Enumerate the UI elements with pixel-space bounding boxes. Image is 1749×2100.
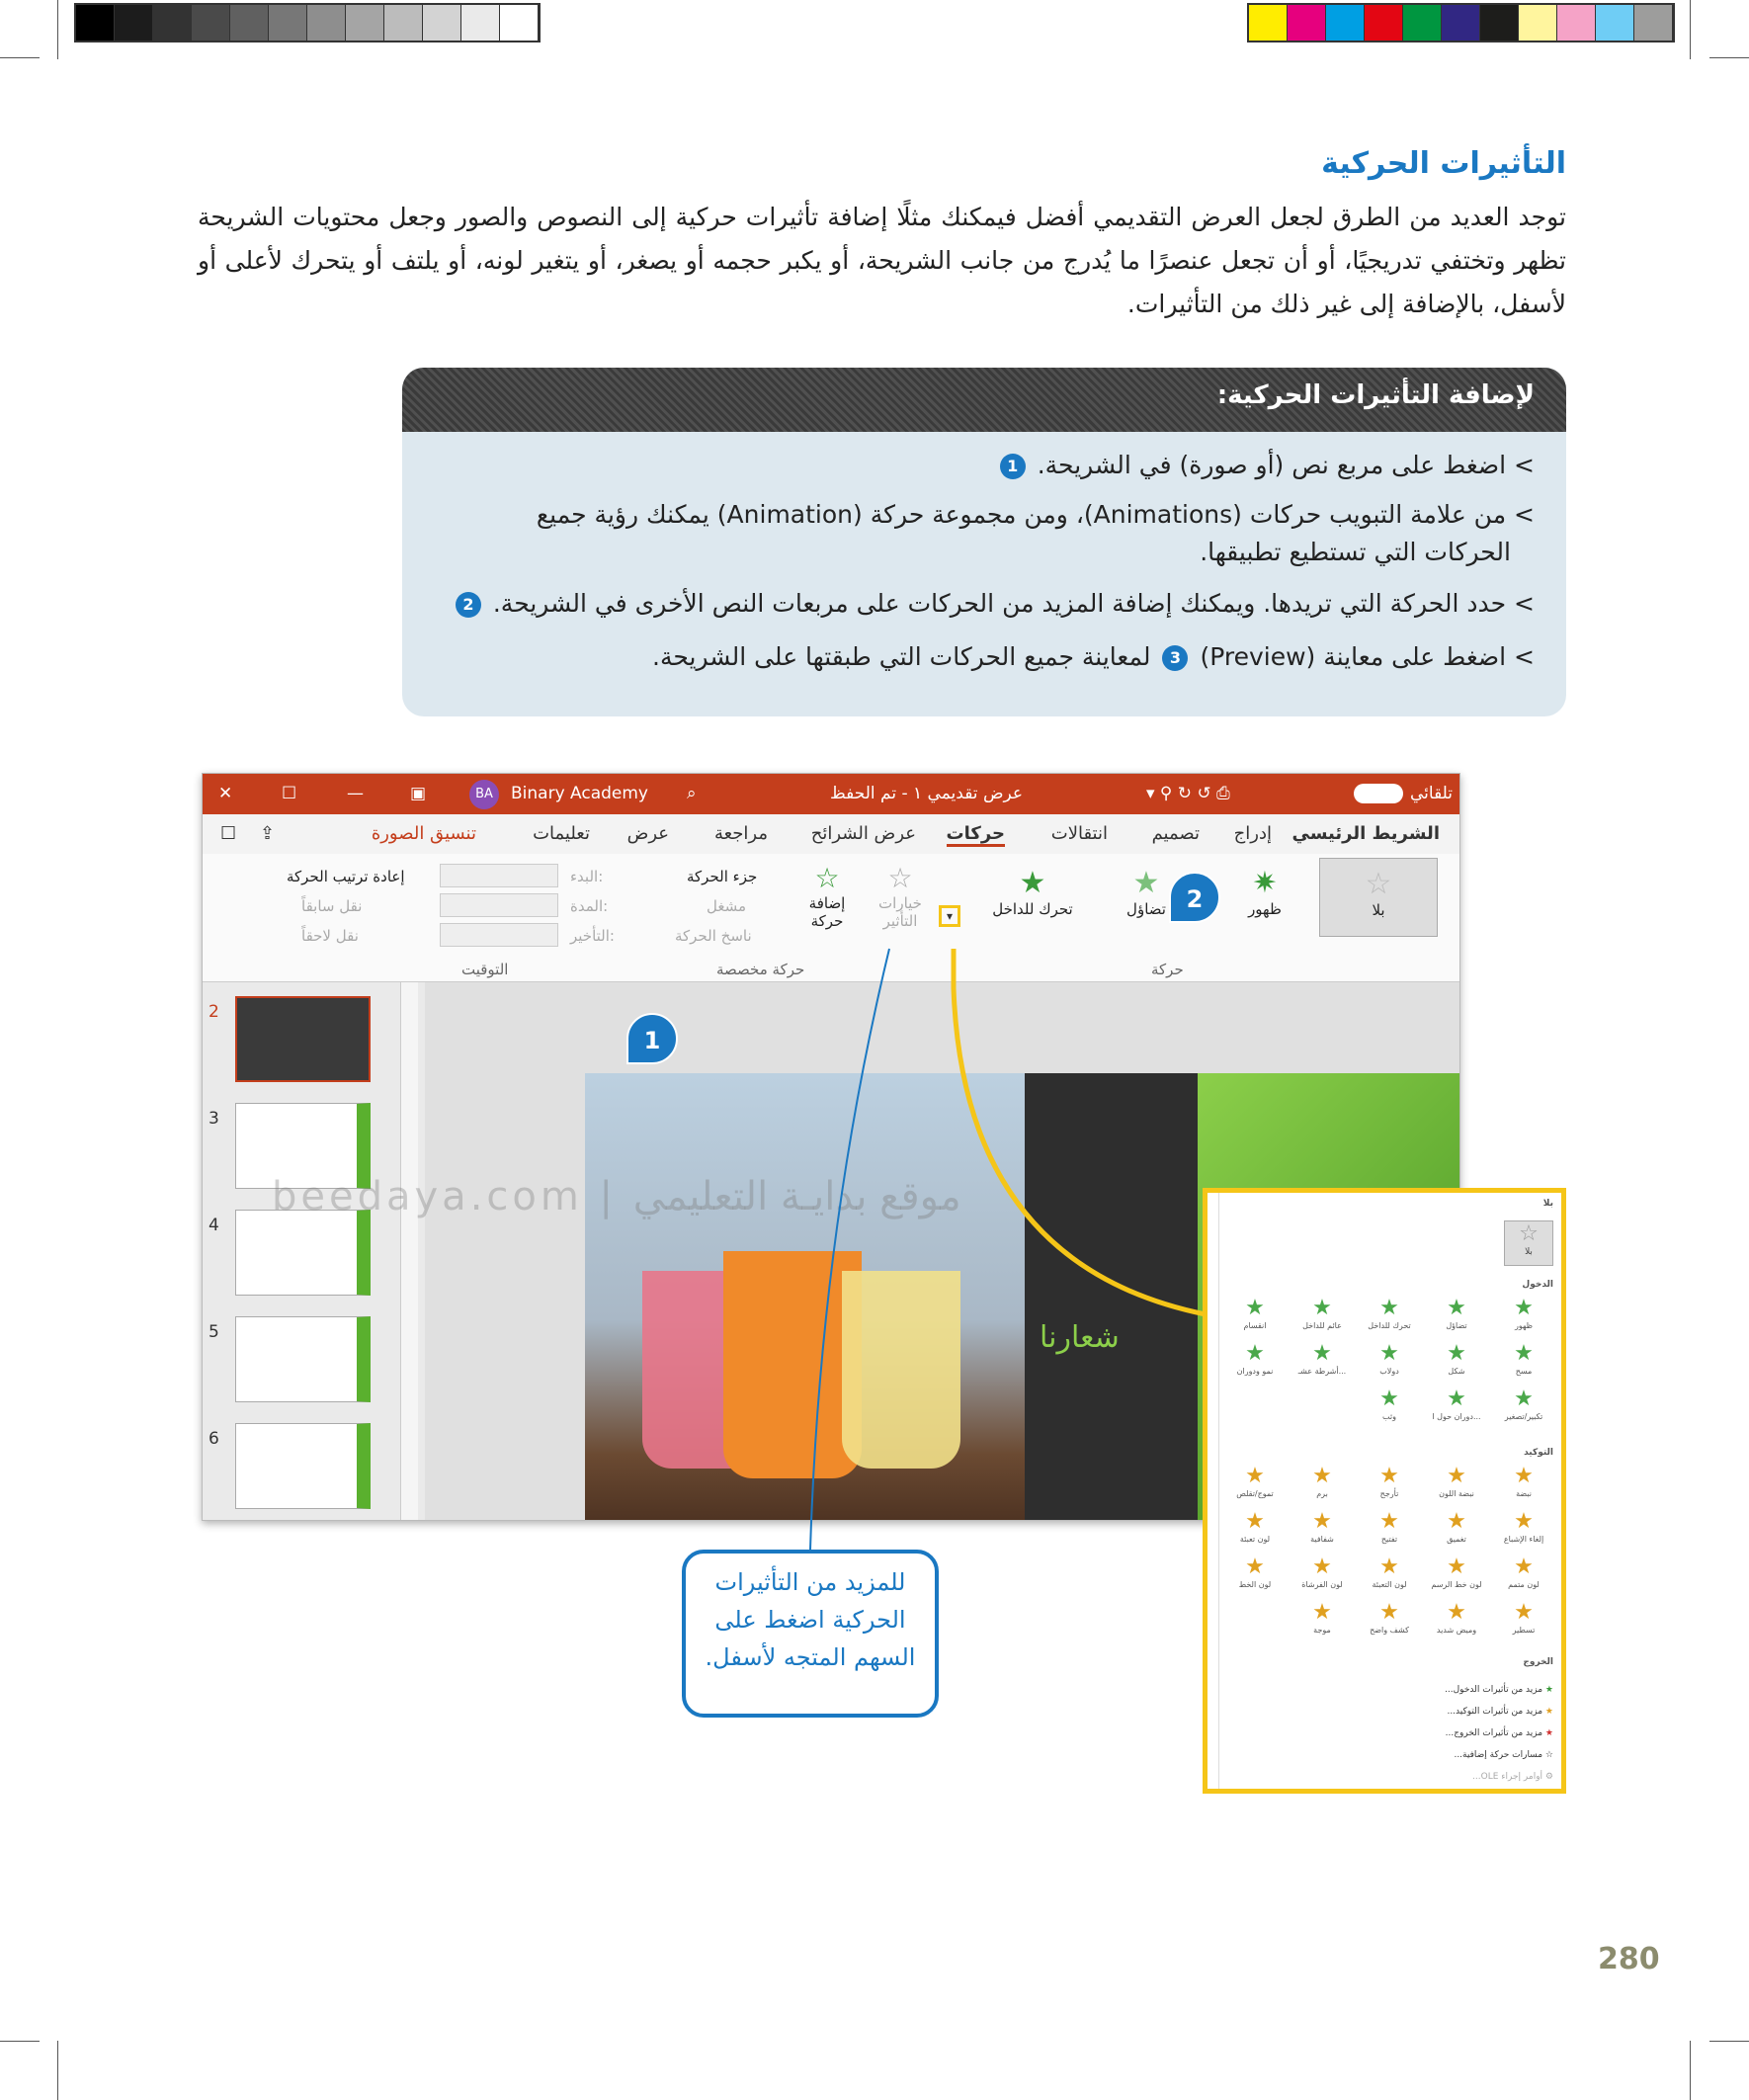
slide-thumbnails: 2 3 4 5 6	[203, 982, 425, 1520]
gallery-effect[interactable]: ★ تغميق	[1425, 1509, 1488, 1558]
avatar[interactable]: BA	[469, 780, 499, 809]
duration-label: المدة:	[570, 897, 609, 915]
star-icon: ★	[1379, 1554, 1399, 1579]
effect-fly-in[interactable]: ★ تحرك للداخل	[983, 866, 1082, 918]
gallery-effect[interactable]: ★ لون الخط	[1223, 1554, 1287, 1604]
star-icon: ★	[1447, 1296, 1466, 1320]
gallery-effect[interactable]: ★ تأرجح	[1358, 1464, 1421, 1513]
star-icon: ★	[1245, 1341, 1265, 1366]
gallery-effect[interactable]: ★ موجة	[1291, 1600, 1354, 1649]
star-icon: ★	[1379, 1296, 1399, 1320]
effect-fade[interactable]: ★ تضاؤل	[1112, 866, 1181, 918]
tab-animations[interactable]: حركات	[947, 823, 1005, 847]
star-icon: ★	[1514, 1464, 1534, 1488]
share-icon[interactable]: ⇪	[260, 823, 276, 844]
star-fly-icon: ★	[1019, 866, 1046, 900]
ole-actions: ⚙ أوامر إجراء OLE...	[1472, 1772, 1553, 1782]
star-icon: ★	[1312, 1341, 1332, 1366]
star-icon: ★	[1447, 1386, 1466, 1411]
move-earlier-button[interactable]: نقل سابقاً	[301, 897, 363, 915]
gallery-effect[interactable]: ★ وثب	[1358, 1386, 1421, 1436]
star-icon: ★	[1514, 1386, 1534, 1411]
gallery-more-list	[1445, 1679, 1553, 1788]
gallery-effect[interactable]: ★ تسطير	[1492, 1600, 1555, 1649]
callout-box: للمزيد من التأثيرات الحركية اضغط على السهم المتجه لأسفل.	[682, 1550, 939, 1718]
start-label: البدء:	[570, 868, 604, 885]
gallery-effect[interactable]: ★ أشرطة عشـ...	[1291, 1341, 1354, 1390]
star-icon: ★	[1514, 1600, 1534, 1625]
close-icon[interactable]: ✕	[218, 784, 233, 803]
gallery-effect[interactable]: ★ شفافية	[1291, 1509, 1354, 1558]
star-icon: ★	[1447, 1554, 1466, 1579]
star-fade-icon: ★	[1132, 866, 1160, 900]
gallery-effect[interactable]: ★ برم	[1291, 1464, 1354, 1513]
slide-title-box[interactable]: شعارنا	[1040, 1320, 1120, 1355]
star-appear-icon: ✷	[1252, 866, 1278, 900]
group-advanced-label: حركة مخصصة	[716, 961, 805, 978]
star-icon: ★	[1312, 1554, 1332, 1579]
tab-design[interactable]: تصميم	[1151, 823, 1200, 844]
intro-paragraph: توجد العديد من الطرق لجعل العرض التقديمي أفضل فيمكنك مثلًا إضافة تأثيرات حركية إلى النصوص والصور وجعل محتويات الشريحة تظهر وتختفي تدريجيًا، أو أن تجعل عنصرًا ما يُدرج من جانب الشريحة، أو يكبر حجمه أو يصغر، أو يتغير لونه، أو يلتف أو يتحرك لأعلى أو لأسفل، بالإضافة إلى غير ذلك من التأثيرات.	[198, 203, 1566, 318]
effect-options[interactable]: ☆ خيارات التأثير	[871, 862, 930, 930]
gallery-effect[interactable]: ★ عائم للداخل	[1291, 1296, 1354, 1345]
gallery-more-button[interactable]: ▾	[939, 905, 960, 927]
gallery-none[interactable]: ☆ بلا	[1504, 1220, 1553, 1266]
star-icon: ★	[1312, 1600, 1332, 1625]
tab-review[interactable]: مراجعة	[713, 823, 768, 844]
search-icon[interactable]: ⌕	[687, 784, 697, 803]
effect-options-icon: ☆	[887, 862, 913, 894]
trigger-button[interactable]: مشغل	[707, 897, 747, 915]
tab-picture-format[interactable]: تنسيق الصورة	[371, 823, 476, 844]
star-icon: ★	[1447, 1464, 1466, 1488]
gallery-effect[interactable]: ★ تموج/تقلص	[1223, 1464, 1287, 1513]
more-emphasis[interactable]: ★ مزيد من تأثيرات التوكيد...	[1447, 1707, 1553, 1717]
user-name: Binary Academy	[511, 784, 648, 803]
gallery-none-icon: ☆	[1519, 1221, 1539, 1246]
gallery-effect[interactable]: ★ دولاب	[1358, 1341, 1421, 1390]
maximize-icon[interactable]: ☐	[282, 784, 297, 803]
gallery-effect[interactable]: ★ لون التعبئة	[1358, 1554, 1421, 1604]
autosave-label: تلقائي	[1410, 784, 1454, 803]
star-icon: ★	[1312, 1509, 1332, 1534]
gallery-effect[interactable]: ★ تضاؤل	[1425, 1296, 1488, 1345]
gallery-effect[interactable]: ★ لون تعبئة	[1223, 1509, 1287, 1558]
step-badge-1: 1	[626, 1013, 678, 1064]
step-2-cont: الحركات التي تستطيع تطبيقها.	[1200, 538, 1511, 566]
gallery-effect[interactable]: ★ كشف واضح	[1358, 1600, 1421, 1649]
reorder-label: إعادة ترتيب الحركة	[287, 868, 405, 885]
tab-help[interactable]: تعليمات	[533, 823, 590, 844]
gallery-effect[interactable]: ★ نبضة	[1492, 1464, 1555, 1513]
animation-painter-button[interactable]: ناسخ الحركة	[675, 927, 752, 945]
move-later-button[interactable]: نقل لاحقاً	[301, 927, 359, 945]
step-3: > حدد الحركة التي تريدها. ويمكنك إضافة المزيد من الحركات على مربعات النص الأخرى في الشريحة. 2	[452, 583, 1535, 625]
group-timing-label: التوقيت	[461, 961, 509, 978]
gallery-effect[interactable]: ★ نبضة اللون	[1425, 1464, 1488, 1513]
star-icon: ★	[1514, 1554, 1534, 1579]
star-icon: ★	[1312, 1464, 1332, 1488]
gallery-effect[interactable]: ★ لون الفرشاة	[1291, 1554, 1354, 1604]
star-icon: ★	[1447, 1341, 1466, 1366]
star-icon: ★	[1514, 1509, 1534, 1534]
star-icon: ★	[1514, 1341, 1534, 1366]
document-title[interactable]: عرض تقديمي ١ - تم الحفظ	[830, 784, 1024, 803]
gallery-effect[interactable]: ★ ظهور	[1492, 1296, 1555, 1345]
tab-transitions[interactable]: انتقالات	[1050, 823, 1108, 844]
star-icon: ★	[1447, 1600, 1466, 1625]
gallery-effect[interactable]: ★ وميض شديد	[1425, 1600, 1488, 1649]
star-icon: ★	[1379, 1509, 1399, 1534]
tab-slideshow[interactable]: عرض الشرائح	[810, 823, 916, 844]
comments-icon[interactable]: ☐	[220, 823, 237, 844]
animation-gallery: بلا ☆ بلا الدخول ★ ظهور ★ تضاؤل ★ تحرك للداخل ★ عائم للداخل ★ انقسام ★ مسح ★ شكل ★ دولاب ★ أشرطة عشـ... ★ نمو ودوران ★ تكبير/تصغير ★ دوران حول ا... ★ وثب التوكيد ★ نبضة ★ نبضة اللون ★ تأرجح ★ برم ★ تموج/تقلص ★ إلغاء الإشباع ★ تغميق ★ تفتيح ★ شفافية ★ لون تعبئة ★ لون متمم ★ لون خط الرسم ★ لون التعبئة ★ لون الفرشاة ★ لون الخط ★ تسطير ★ وميض شديد ★ كشف واضح ★ موجة الخروج ★ مزيد من تأثيرات الدخول... ★ مزيد من تأثيرات التوكيد... ★ مزيد من تأثيرات الخروج... ☆ مسارات حركة إضافية... ⚙ أوامر إجراء OLE...	[1203, 1188, 1566, 1794]
gallery-effect[interactable]: ★ لون متمم	[1492, 1554, 1555, 1604]
more-entrance[interactable]: ★ مزيد من تأثيرات الدخول...	[1445, 1685, 1553, 1695]
page-number: 280	[1598, 1942, 1660, 1976]
steps-box-title: لإضافة التأثيرات الحركية:	[402, 368, 1566, 432]
tab-home[interactable]: الشريط الرئيسي	[1291, 823, 1440, 844]
step-4: > اضغط على معاينة (Preview) 3 لمعاينة جميع الحركات التي طبقتها على الشريحة.	[652, 642, 1535, 671]
step-badge-2: 2	[1169, 872, 1220, 923]
star-icon: ★	[1312, 1296, 1332, 1320]
star-none-icon: ☆	[1365, 867, 1392, 901]
ribbon-display-icon[interactable]: ▣	[410, 784, 427, 803]
gallery-effect[interactable]: ★ إلغاء الإشباع	[1492, 1509, 1555, 1558]
star-icon: ★	[1245, 1554, 1265, 1579]
add-animation-button[interactable]: ☆ إضافة حركة	[797, 862, 857, 930]
gallery-scrollbar[interactable]	[1209, 1193, 1219, 1789]
tab-view[interactable]: عرض	[626, 823, 669, 844]
delay-label: التأخير:	[570, 927, 615, 945]
star-icon: ★	[1245, 1296, 1265, 1320]
gallery-effect[interactable]: ★ نمو ودوران	[1223, 1341, 1287, 1390]
star-icon: ★	[1245, 1464, 1265, 1488]
star-icon: ★	[1379, 1464, 1399, 1488]
gallery-effect[interactable]: ★ شكل	[1425, 1341, 1488, 1390]
step-1: > اضغط على مربع نص (أو صورة) في الشريحة. 1	[996, 445, 1535, 486]
effect-appear[interactable]: ✷ ظهور	[1230, 866, 1299, 918]
group-animation-label: حركة	[1151, 961, 1184, 978]
effect-none[interactable]: ☆ بلا	[1319, 858, 1438, 937]
step-2: > من علامة التبويب حركات (Animations)، ومن مجموعة حركة (Animation) يمكنك رؤية جميع	[536, 500, 1535, 529]
gallery-effect[interactable]: ★ تفتيح	[1358, 1509, 1421, 1558]
star-icon: ★	[1447, 1509, 1466, 1534]
star-icon: ★	[1379, 1600, 1399, 1625]
gallery-effect[interactable]: ★ مسح	[1492, 1341, 1555, 1390]
quick-access-icons[interactable]: ▾ ⚲ ↻ ↺ ⎙	[1146, 784, 1230, 803]
gallery-effect[interactable]: ★ لون خط الرسم	[1425, 1554, 1488, 1604]
animation-pane-button[interactable]: جزء الحركة	[687, 868, 758, 885]
gallery-effect[interactable]: ★ تحرك للداخل	[1358, 1296, 1421, 1345]
star-icon: ★	[1379, 1341, 1399, 1366]
star-icon: ★	[1514, 1296, 1534, 1320]
star-icon: ★	[1245, 1509, 1265, 1534]
more-motion-paths[interactable]: ☆ مسارات حركة إضافية...	[1454, 1750, 1553, 1760]
watermark: beedaya.com | موقع بدايـة التعليمي	[272, 1174, 961, 1219]
star-icon: ★	[1379, 1386, 1399, 1411]
gallery-effect[interactable]: ★ انقسام	[1223, 1296, 1287, 1345]
section-heading: التأثيرات الحركية	[1321, 146, 1566, 181]
tab-insert[interactable]: إدراج	[1233, 823, 1272, 844]
add-animation-icon: ☆	[814, 862, 840, 894]
more-exit[interactable]: ★ مزيد من تأثيرات الخروج...	[1445, 1728, 1553, 1738]
minimize-icon[interactable]: —	[347, 784, 364, 803]
gallery-effect[interactable]: ★ تكبير/تصغير	[1492, 1386, 1555, 1436]
gallery-effect[interactable]: ★ دوران حول ا...	[1425, 1386, 1488, 1436]
